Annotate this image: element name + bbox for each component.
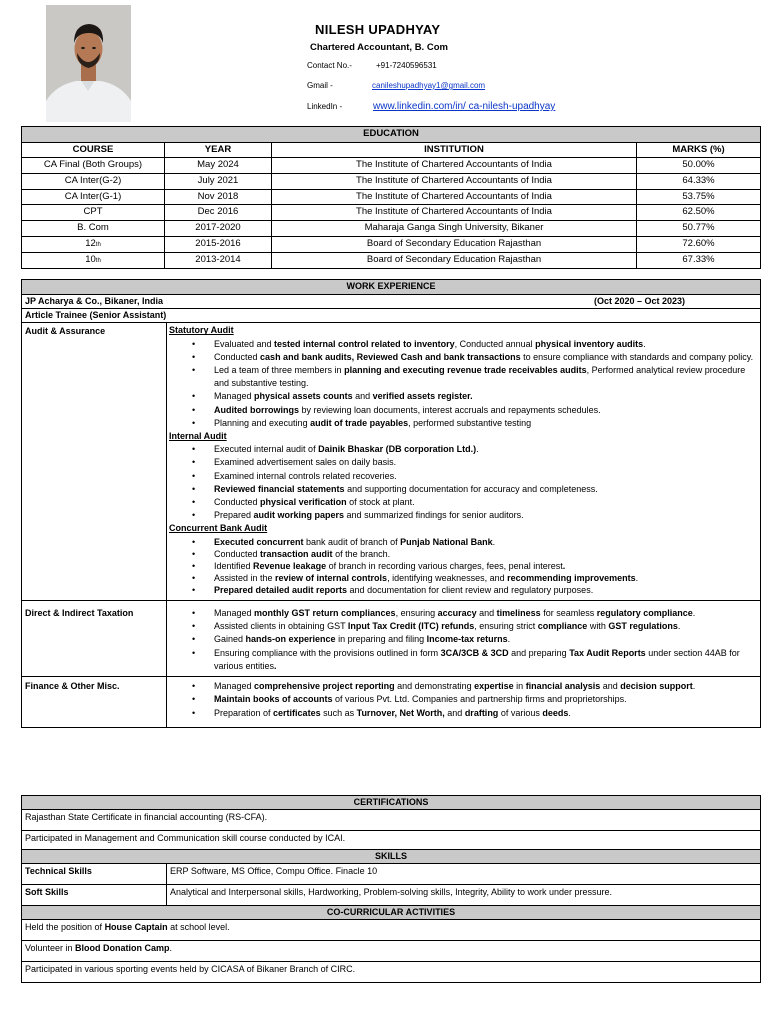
text-run: financial analysis <box>525 680 601 691</box>
text-run: timeliness <box>496 607 541 618</box>
education-cell: July 2021 <box>165 174 272 190</box>
text-run: Maintain books of accounts <box>214 694 333 705</box>
internal-audit-title: Internal Audit <box>169 431 227 442</box>
text-run: in <box>513 680 526 691</box>
education-cell: 72.60% <box>637 236 761 252</box>
contact-value: +91-7240596531 <box>376 61 437 70</box>
text-run: 3CA/3CB & 3CD <box>440 647 509 658</box>
text-run: compliance <box>537 621 588 632</box>
column-header: INSTITUTION <box>272 142 637 158</box>
text-run: Tax Audit Reports <box>569 647 646 658</box>
text-run: and <box>476 607 497 618</box>
cocurricular-item <box>22 941 761 962</box>
bullet-item <box>169 707 760 720</box>
text-run: of stock at plant. <box>346 497 415 508</box>
cocurricular-heading: CO-CURRICULAR ACTIVITIES <box>22 906 761 920</box>
text-run: Revenue leakage <box>253 561 327 572</box>
text-run: physical assets counts <box>254 391 353 402</box>
bullet-item <box>169 443 760 456</box>
text-run: Conducted <box>214 351 261 362</box>
bullet-item <box>169 470 760 483</box>
text-run: and summarized findings for senior auditors. <box>344 510 524 521</box>
concurrent-audit-list <box>169 536 760 597</box>
bullet-item <box>169 620 760 633</box>
work-period: (Oct 2020 – Oct 2023) <box>594 296 686 306</box>
contact-row <box>307 61 437 70</box>
text-run: and <box>600 680 621 691</box>
text-run: to ensure compliance with standards and company policy. <box>520 351 754 362</box>
text-run: of branch in recording various charges, fees, penal interest <box>326 561 563 572</box>
education-cell: Board of Secondary Education Rajasthan <box>272 236 637 252</box>
text-run: of the branch. <box>332 548 391 559</box>
text-run: Evaluated and <box>214 338 275 349</box>
bullet-item <box>169 647 760 674</box>
text-run: . <box>692 680 696 691</box>
bullet-item <box>169 509 760 522</box>
text-run: . <box>562 561 566 572</box>
column-header: COURSE <box>22 142 165 158</box>
text-run: Planning and executing <box>214 417 311 428</box>
text-run: drafting <box>464 707 499 718</box>
bullet-item <box>169 417 760 430</box>
education-cell: Dec 2016 <box>165 205 272 221</box>
taxation-details <box>167 600 761 676</box>
text-run: Gained <box>214 634 246 645</box>
education-row <box>22 158 761 174</box>
education-cell: The Institute of Chartered Accountants of India <box>272 158 637 174</box>
text-run: Punjab National Bank <box>400 536 493 547</box>
firm-name: JP Acharya & Co., Bikaner, India <box>25 296 164 306</box>
text-run: Blood Donation Camp <box>75 943 170 953</box>
text-run: audit working papers <box>253 510 345 521</box>
text-run: . <box>476 444 479 455</box>
text-run: and supporting documentation for accuracy and completeness. <box>344 483 598 494</box>
text-run: Held the position of <box>25 922 105 932</box>
column-header: MARKS (%) <box>637 142 761 158</box>
text-run: Preparation of <box>214 707 274 718</box>
education-rows <box>22 158 761 268</box>
text-run: , ensuring <box>395 607 438 618</box>
gmail-link[interactable]: canileshupadhyay1@gmail.com <box>372 81 486 90</box>
education-cell: 2017-2020 <box>165 221 272 237</box>
candidate-title: Chartered Accountant, B. Com <box>310 42 448 53</box>
bullet-item <box>169 456 760 469</box>
education-row <box>22 252 761 268</box>
internal-audit-list <box>169 443 760 522</box>
text-run: review of internal controls <box>275 573 388 584</box>
education-row <box>22 221 761 237</box>
education-row <box>22 236 761 252</box>
text-run: certificates <box>273 707 321 718</box>
text-run: audit of trade payables <box>310 417 409 428</box>
taxation-list <box>169 607 760 674</box>
text-run: verified assets register. <box>372 391 473 402</box>
soft-skills-label: Soft Skills <box>22 885 167 906</box>
work-experience-table <box>21 279 761 728</box>
text-run: tested internal control related to inventory <box>274 338 455 349</box>
text-run: Audited borrowings <box>214 404 299 415</box>
gmail-row <box>307 81 485 90</box>
text-run: expertise <box>474 680 514 691</box>
bullet-item <box>169 572 760 584</box>
text-run: Identified <box>214 561 254 572</box>
text-run: decision support <box>620 680 693 691</box>
finance-list <box>169 680 760 720</box>
education-heading: EDUCATION <box>22 127 761 143</box>
text-run: Managed <box>214 680 255 691</box>
text-run: Conducted <box>214 497 261 508</box>
cocurricular-item <box>22 962 761 983</box>
text-run: . <box>274 661 277 672</box>
text-run: Managed <box>214 391 255 402</box>
education-cell: 50.77% <box>637 221 761 237</box>
cocurricular-item <box>22 920 761 941</box>
text-run: . <box>692 607 696 618</box>
text-run: . <box>568 707 571 718</box>
bullet-item <box>169 680 760 693</box>
education-cell: Nov 2018 <box>165 189 272 205</box>
technical-skills-value: ERP Software, MS Office, Compu Office. Finacle 10 <box>167 864 761 885</box>
text-run: Input Tax Credit (ITC) refunds <box>347 621 475 632</box>
bullet-item <box>169 548 760 560</box>
text-run: and preparing <box>508 647 570 658</box>
audit-label: Audit & Assurance <box>22 323 167 600</box>
audit-details <box>167 323 761 600</box>
bullet-item <box>169 390 760 403</box>
text-run: regulatory compliance <box>596 607 693 618</box>
education-row <box>22 174 761 190</box>
text-run: Led a team of three members in <box>214 365 345 376</box>
bullet-item <box>169 338 760 351</box>
text-run: Executed internal audit of <box>214 444 319 455</box>
text-run: . <box>507 634 511 645</box>
education-cell: Board of Secondary Education Rajasthan <box>272 252 637 268</box>
education-cell: 2015-2016 <box>165 236 272 252</box>
text-run: with <box>587 621 609 632</box>
text-run: transaction audit <box>260 548 333 559</box>
education-row <box>22 205 761 221</box>
bullet-item <box>169 496 760 509</box>
education-cell: 62.50% <box>637 205 761 221</box>
text-run: of various <box>498 707 543 718</box>
linkedin-link[interactable]: www.linkedin.com/in/ ca-nilesh-upadhyay <box>373 101 556 112</box>
bullet-item <box>169 693 760 706</box>
education-cell: 53.75% <box>637 189 761 205</box>
bullet-item <box>169 536 760 548</box>
soft-skills-value: Analytical and Interpersonal skills, Hardworking, Problem-solving skills, Integrity, Ability to work under pressure. <box>167 885 761 906</box>
text-run: Examined advertisement sales on daily basis. <box>214 457 397 468</box>
text-run: Managed <box>214 607 255 618</box>
bullet-item <box>169 584 760 596</box>
certifications-heading: CERTIFICATIONS <box>22 796 761 810</box>
text-run: such as <box>320 707 357 718</box>
text-run: by reviewing loan documents, interest accruals and repayments schedules. <box>299 404 601 415</box>
linkedin-label: LinkedIn - <box>307 102 343 111</box>
role-row: Article Trainee (Senior Assistant) <box>22 309 761 323</box>
text-run: , ensuring strict <box>474 621 538 632</box>
education-cell: CPT <box>22 205 165 221</box>
text-run: GST regulations <box>608 621 678 632</box>
statutory-audit-title: Statutory Audit <box>169 325 234 336</box>
certification-item: Rajasthan State Certificate in financial accounting (RS-CFA). <box>22 810 761 831</box>
education-cell: 50.00% <box>637 158 761 174</box>
linkedin-row <box>307 101 555 112</box>
text-run: Ensuring compliance with the provisions outlined in form <box>214 647 441 658</box>
bullet-item <box>169 364 760 390</box>
text-run: Participated in various sporting events held by CICASA of Bikaner Branch of CIRC. <box>25 964 356 974</box>
education-cell: The Institute of Chartered Accountants of India <box>272 174 637 190</box>
contact-label: Contact No.- <box>307 61 352 70</box>
text-run: . <box>169 943 173 953</box>
education-cell: The Institute of Chartered Accountants of India <box>272 205 637 221</box>
text-run: cash and bank audits, Reviewed Cash and bank transactions <box>260 351 521 362</box>
text-run: Examined internal controls related recoveries. <box>214 470 397 481</box>
finance-details <box>167 676 761 727</box>
gmail-label: Gmail - <box>307 81 333 90</box>
statutory-audit-list <box>169 338 760 430</box>
column-header: YEAR <box>165 142 272 158</box>
text-run: and demonstrating <box>394 680 475 691</box>
text-run: Volunteer in <box>25 943 76 953</box>
education-cell: CA Final (Both Groups) <box>22 158 165 174</box>
taxation-label: Direct & Indirect Taxation <box>22 600 167 676</box>
education-cell: CA Inter(G-1) <box>22 189 165 205</box>
text-run: . <box>635 573 639 584</box>
work-heading: WORK EXPERIENCE <box>22 280 761 295</box>
text-run: and documentation for client review and regulatory purposes. <box>347 585 594 596</box>
education-cell: 67.33% <box>637 252 761 268</box>
text-run: planning and executing revenue trade receivables audits <box>344 365 587 376</box>
text-run: under section 44AB for various entities <box>214 647 740 672</box>
bullet-item <box>169 607 760 620</box>
education-cell: 10th <box>22 252 165 268</box>
concurrent-audit-title: Concurrent Bank Audit <box>169 523 268 534</box>
candidate-name: NILESH UPADHYAY <box>315 22 441 37</box>
text-run: Assisted clients in obtaining GST <box>214 621 348 632</box>
text-run: Assisted in the <box>214 573 276 584</box>
text-run: and <box>352 391 373 402</box>
text-run: physical verification <box>260 497 347 508</box>
education-cell: 2013-2014 <box>165 252 272 268</box>
text-run: hands-on experience <box>245 634 336 645</box>
bullet-item <box>169 483 760 496</box>
bullet-item <box>169 633 760 646</box>
education-cell: May 2024 <box>165 158 272 174</box>
text-run: deeds <box>542 707 569 718</box>
profile-photo <box>46 5 131 122</box>
text-run: , identifying weaknesses, and <box>387 573 508 584</box>
text-run: Income-tax returns <box>426 634 508 645</box>
finance-label: Finance & Other Misc. <box>22 676 167 727</box>
education-cell: 12th <box>22 236 165 252</box>
education-cell: The Institute of Chartered Accountants of India <box>272 189 637 205</box>
text-run: monthly GST return compliances <box>254 607 396 618</box>
text-run: Prepared detailed audit reports <box>214 585 348 596</box>
text-run: . <box>677 621 681 632</box>
text-run: of various Pvt. Ltd. Companies and partnership firms and proprietorships. <box>332 694 627 705</box>
text-run: House Captain <box>104 922 168 932</box>
education-cell: B. Com <box>22 221 165 237</box>
bullet-item <box>169 560 760 572</box>
text-run: . <box>492 536 496 547</box>
text-run: , Conducted annual <box>454 338 536 349</box>
certifications-skills-table <box>21 795 761 983</box>
education-cell: 64.33% <box>637 174 761 190</box>
text-run: Dainik Bhaskar (DB corporation Ltd.) <box>318 444 477 455</box>
education-cell: CA Inter(G-2) <box>22 174 165 190</box>
education-table <box>21 126 761 269</box>
text-run: Prepared <box>214 510 254 521</box>
education-cell: Maharaja Ganga Singh University, Bikaner <box>272 221 637 237</box>
education-row <box>22 189 761 205</box>
text-run: , Performed analytical review procedure and substantive testing. <box>214 365 746 389</box>
text-run: for seamless <box>540 607 597 618</box>
skills-heading: SKILLS <box>22 850 761 864</box>
certification-item: Participated in Management and Communication skill course conducted by ICAI. <box>22 831 761 850</box>
text-run: accuracy <box>437 607 477 618</box>
text-run: physical inventory audits <box>535 338 644 349</box>
text-run: Executed concurrent <box>214 536 304 547</box>
technical-skills-label: Technical Skills <box>22 864 167 885</box>
text-run: Conducted <box>214 548 261 559</box>
text-run: comprehensive project reporting <box>254 680 395 691</box>
bullet-item <box>169 404 760 417</box>
text-run: recommending improvements <box>507 573 636 584</box>
text-run: Reviewed financial statements <box>214 483 345 494</box>
text-run: . <box>643 338 646 349</box>
text-run: , performed substantive testing <box>408 417 532 428</box>
text-run: Turnover, Net Worth, <box>356 707 445 718</box>
text-run: at school level. <box>167 922 230 932</box>
text-run: bank audit of branch of <box>303 536 401 547</box>
text-run: in preparing and filing <box>335 634 427 645</box>
firm-row <box>22 295 761 309</box>
text-run: and <box>444 707 465 718</box>
bullet-item <box>169 351 760 364</box>
